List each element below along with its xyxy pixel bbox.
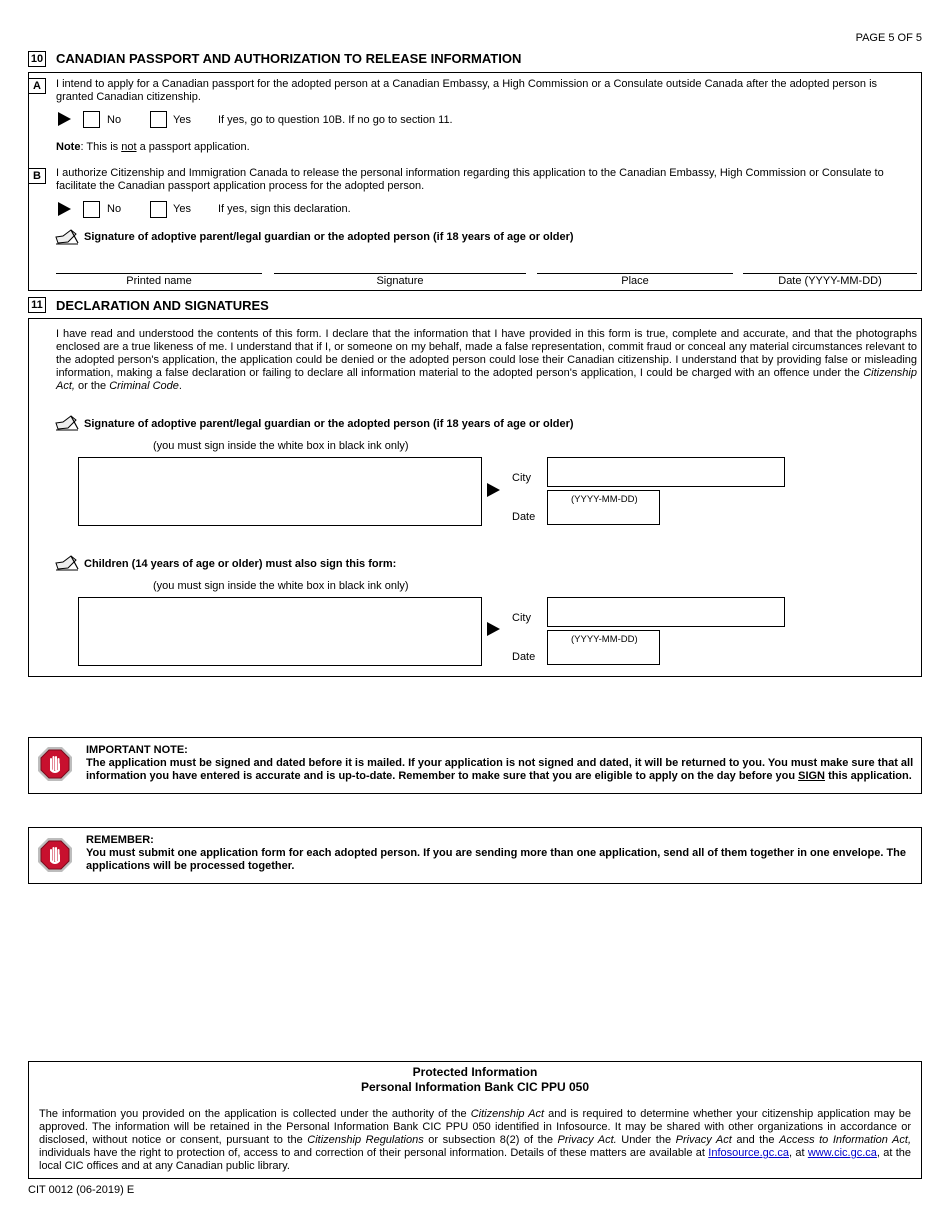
question-10b-yes-checkbox[interactable]	[150, 201, 167, 218]
parent-sign-note: (you must sign inside the white box in black ink only)	[153, 440, 409, 452]
privacy-text-1: The information you provided on the application is collected under the authority of the	[39, 1108, 471, 1120]
question-10a-no-checkbox[interactable]	[83, 111, 100, 128]
privacy-text-3: or subsection 8(2) of the	[423, 1134, 558, 1146]
question-10a-letter: A	[28, 78, 46, 94]
signature-caption: Signature	[376, 275, 424, 287]
question-10a-text: I intend to apply for a Canadian passport for the adopted person at a Canadian Embassy, a High Commission or a Consulate outside Canada after the adopted person is granted Canadian citizenship.	[56, 78, 878, 103]
section-10-title: CANADIAN PASSPORT AND AUTHORIZATION TO RELEASE INFORMATION	[56, 51, 522, 66]
arrow-icon	[58, 112, 71, 126]
place-line[interactable]	[537, 273, 733, 274]
date-caption: Date (YYYY-MM-DD)	[778, 275, 882, 287]
question-10b-instruction: If yes, sign this declaration.	[218, 203, 351, 215]
children-signature-heading: Children (14 years of age or older) must also sign this form:	[84, 558, 397, 570]
children-sign-note: (you must sign inside the white box in black ink only)	[153, 580, 409, 592]
pen-hand-icon	[54, 554, 80, 572]
declaration-text	[56, 328, 917, 393]
citizenship-act-ref: Citizenship Act	[470, 1108, 545, 1120]
pen-hand-icon	[54, 228, 80, 246]
important-note-heading: IMPORTANT NOTE:	[86, 744, 188, 756]
signature-line[interactable]	[274, 273, 526, 274]
privacy-text-5: and the	[731, 1134, 780, 1146]
privacy-text-6: individuals have the right to protection of, access to and correction of their personal information. Details of these matters are available at	[39, 1147, 709, 1159]
parent-date-format: (YYYY-MM-DD)	[571, 494, 638, 505]
remember-text: You must submit one application form for each adopted person. If you are sending more than one application, send all of them together in one envelope. The applications will be processed together.	[86, 847, 907, 872]
printed-name-caption: Printed name	[126, 275, 192, 287]
pen-hand-icon	[54, 414, 80, 432]
place-caption: Place	[621, 275, 649, 287]
question-10a-no-label: No	[107, 114, 122, 126]
infosource-link[interactable]: Infosource.gc.ca	[708, 1147, 789, 1159]
declaration-part-3: .	[178, 380, 182, 392]
privacy-text-4: Under the	[616, 1134, 676, 1146]
children-signature-box[interactable]	[78, 597, 482, 666]
question-10b-signature-heading: Signature of adoptive parent/legal guardian or the adopted person (if 18 years of age or older)	[84, 231, 574, 243]
parent-city-field[interactable]	[547, 457, 785, 487]
privacy-act-ref: Privacy Act.	[557, 1134, 617, 1146]
privacy-text-2: and is required to determine whether your citizenship application may be approved. The information will be retained in the Personal Information Bank CIC PPU 050 identified in Infosource. It may be shared with other organizations in accordance or disclosed, without notice or consent, pursuant to the	[39, 1108, 911, 1146]
question-10a-yes-checkbox[interactable]	[150, 111, 167, 128]
question-10a-instruction: If yes, go to question 10B. If no go to section 11.	[218, 114, 453, 126]
question-10b-no-checkbox[interactable]	[83, 201, 100, 218]
note-text-post: a passport application.	[136, 141, 250, 153]
section-11-number: 11	[28, 297, 46, 313]
children-date-format: (YYYY-MM-DD)	[571, 634, 638, 645]
parent-signature-box[interactable]	[78, 457, 482, 526]
remember-heading: REMEMBER:	[86, 834, 154, 846]
declaration-part-2: or the	[74, 380, 110, 392]
parent-city-label: City	[512, 472, 531, 484]
important-note-text-post: this application.	[825, 770, 912, 782]
stop-hand-icon	[37, 746, 73, 782]
form-id: CIT 0012 (06-2019) E	[28, 1184, 135, 1196]
section-11-title: DECLARATION AND SIGNATURES	[56, 298, 269, 313]
question-10b-yes-label: Yes	[173, 203, 191, 215]
section-10-number: 10	[28, 51, 46, 67]
question-10b-no-label: No	[107, 203, 122, 215]
declaration-part-1: I have read and understood the contents of this form. I declare that the information that I have provided in this form is true, complete and accurate, and that the photographs enclosed are a true likeness of me. I understand that if I, or someone on my behalf, made a false representation, commit fraud or conceal any material circumstances relevant to the adopted person's application, the application could be denied or the adopted person could lose their Canadian citizenship. I understand that by providing false or misleading information, making a false declaration or failing to declare all information material to the adopted person's application, I could be charged with an offence under the	[56, 328, 917, 379]
privacy-act-ref-2: Privacy Act	[675, 1134, 732, 1146]
children-date-label: Date	[512, 651, 536, 663]
note-label: Note	[56, 141, 81, 153]
question-10b-letter: B	[28, 168, 46, 184]
important-note-sign: SIGN	[798, 770, 826, 782]
children-city-field[interactable]	[547, 597, 785, 627]
parent-signature-heading: Signature of adoptive parent/legal guardian or the adopted person (if 18 years of age or older)	[84, 418, 574, 430]
children-city-label: City	[512, 612, 531, 624]
cic-link[interactable]: www.cic.gc.ca	[807, 1147, 877, 1159]
citizenship-act-ref: Citizenship Act,	[56, 367, 917, 392]
printed-name-line[interactable]	[56, 273, 262, 274]
privacy-text-7: , at	[788, 1147, 808, 1159]
privacy-title: Protected Information	[412, 1065, 538, 1079]
page-number: PAGE 5 OF 5	[855, 32, 922, 44]
important-note-text	[86, 757, 916, 783]
question-10a-yes-label: Yes	[173, 114, 191, 126]
criminal-code-ref: Criminal Code	[109, 380, 179, 392]
privacy-bank: Personal Information Bank CIC PPU 050	[360, 1080, 590, 1094]
parent-date-label: Date	[512, 511, 536, 523]
note-underlined: not	[121, 141, 137, 153]
important-note-text-pre: The application must be signed and dated before it is mailed. If your application is not signed and dated, it will be returned to you. You must make sure that all information you have entered is accurate and is up-to-date. Remember to make sure that you are eligible to apply on the day before you	[86, 757, 914, 782]
access-info-act-ref: Access to Information Act,	[779, 1134, 911, 1146]
privacy-text	[39, 1108, 911, 1173]
passport-note	[56, 141, 250, 154]
question-10b-text: I authorize Citizenship and Immigration Canada to release the personal information regarding this application to the Canadian Embassy, High Commission or Consulate to facilitate the Canadian passport application process for the adopted person.	[56, 167, 884, 192]
privacy-text-8: , at the local CIC offices and at any Canadian public library.	[39, 1147, 912, 1172]
citizenship-regulations-ref: Citizenship Regulations	[307, 1134, 424, 1146]
arrow-icon	[58, 202, 71, 216]
arrow-icon	[487, 622, 500, 636]
note-text-pre: : This is	[80, 141, 122, 153]
arrow-icon	[487, 483, 500, 497]
date-line[interactable]	[743, 273, 917, 274]
stop-hand-icon	[37, 837, 73, 873]
